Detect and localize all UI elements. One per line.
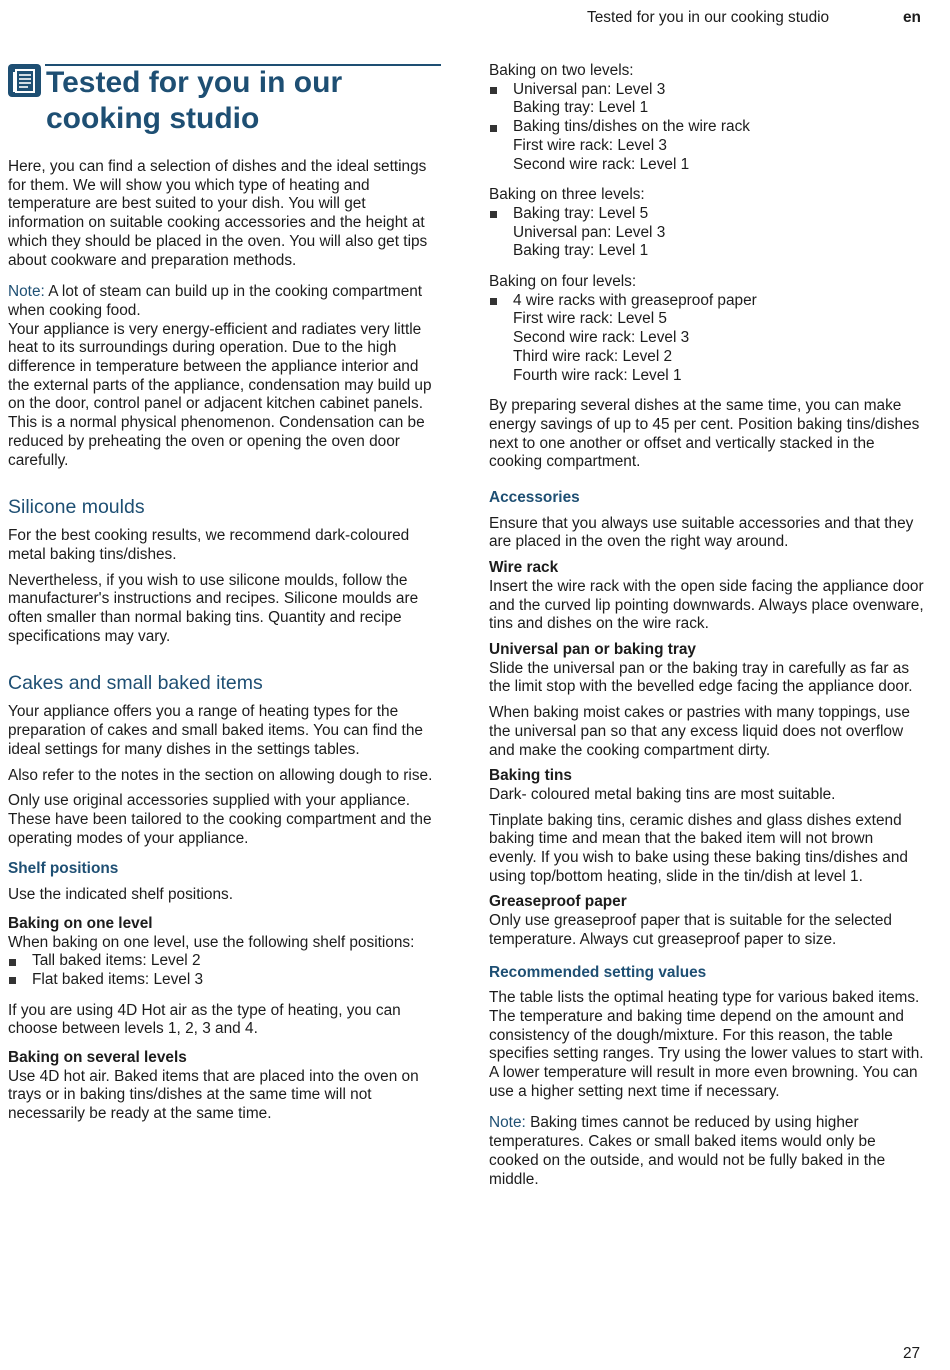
page-title: Tested for you in our cooking studio [46,66,343,135]
list-item: Universal pan: Level 3 [513,223,666,241]
universal-pan-heading: Universal pan or baking tray [489,640,696,658]
two-levels-group [489,62,925,174]
recommended-heading: Recommended setting values [489,963,707,981]
silicone-paragraph-1: For the best cooking results, we recommend dark-coloured metal baking tins/dishes. [8,527,410,563]
one-level-list [8,952,442,989]
list-item: Flat baked items: Level 3 [8,971,442,990]
note-text: A lot of steam can build up in the cooking compartment when cooking food. [8,283,423,319]
hot-air-paragraph: If you are using 4D Hot air as the type of heating, you can choose between levels 1, 2, 3 and 4. [8,1001,401,1038]
several-levels-heading: Baking on several levels [8,1049,187,1067]
universal-pan-paragraph-1: Slide the universal pan or the baking tray in carefully as far as the limit stop with the bevelled edge facing the appliance door. [489,659,913,696]
wire-rack-paragraph: Insert the wire rack with the open side facing the appliance door and the curved lip pointing downwards. Always place ovenware, tins and dishes on the wire rack. [489,577,924,633]
list-item: Fourth wire rack: Level 1 [513,366,682,384]
baking-note-paragraph [489,1114,925,1189]
page-number: 27 [903,1345,921,1362]
list-item: Baking tins/dishes on the wire rack [489,118,925,137]
list-item: Second wire rack: Level 1 [513,155,690,173]
three-levels-list [489,205,925,261]
several-levels-paragraph: Use 4D hot air. Baked items that are placed into the oven on trays or in baking tins/dishes at the same time will not necessarily be ready at the same time. [8,1067,419,1123]
three-levels-label: Baking on three levels: [489,186,645,204]
baking-tins-paragraph-2: Tinplate baking tins, ceramic dishes and glass dishes extend baking time and mean that the baked item will not brown evenly. If you wish to bake using these baking tins/dishes and using top/bottom heating, slide in the tin/dish at level 1. [489,811,908,885]
list-item: Baking tray: Level 1 [513,242,649,260]
greaseproof-heading: Greaseproof paper [489,893,627,911]
baking-tins-heading: Baking tins [489,767,572,785]
note-label: Note: [8,283,45,301]
list-item: First wire rack: Level 5 [513,310,667,328]
cakes-paragraph-3: Only use original accessories supplied with your appliance. These have been tailored to the cooking compartment and the operating modes of your appliance. [8,792,432,847]
cakes-paragraph-1: Your appliance offers you a range of heating types for the preparation of cakes and small baked items. You can find the ideal settings for many dishes in the settings tables. [8,703,423,758]
note-paragraph [8,283,442,320]
shelf-paragraph: Use the indicated shelf positions. [8,886,234,904]
four-levels-list [489,292,925,386]
condensation-paragraph: Your appliance is very energy-efficient and radiates very little heat to its surroundings during operation. Due to the high difference in temperature between the appliance interior and the external parts of the appliance, condensation may build up on the door, control panel or adjacent kitchen cabinet panels. This is a normal physical phenomenon. Condensation can be reduced by preheating the oven or opening the oven door carefully. [8,320,432,469]
greaseproof-paragraph: Only use greaseproof paper that is suitable for the selected temperature. Always cut greaseproof paper to size. [489,912,892,948]
one-level-heading: Baking on one level [8,914,153,932]
list-item: Second wire rack: Level 3 [513,329,690,347]
four-levels-group [489,273,925,385]
cakes-heading: Cakes and small baked items [8,672,263,695]
baking-tins-paragraph-1: Dark- coloured metal baking tins are most suitable. [489,785,836,803]
page-header [0,9,950,29]
note-text: Baking times cannot be reduced by using higher temperatures. Cakes or small baked items would only be cooked on the outside, and would not be fully baked in the middle. [489,1114,886,1188]
one-level-paragraph: When baking on one level, use the following shelf positions: [8,933,415,951]
list-item: First wire rack: Level 3 [513,136,667,154]
header-title: Tested for you in our cooking studio [587,9,830,26]
wire-rack-heading: Wire rack [489,559,559,577]
three-levels-group [489,186,925,261]
right-column [489,62,925,1196]
list-item: Third wire rack: Level 2 [513,347,673,365]
energy-paragraph: By preparing several dishes at the same time, you can make energy savings of up to 45 per cent. Position baking tins/dishes next to one another or offset and vertically stacked in the cooking compartment. [489,397,920,471]
accessories-heading: Accessories [489,489,580,507]
list-item: 4 wire racks with greaseproof paper [489,292,925,311]
silicone-paragraph-2: Nevertheless, if you wish to use silicone moulds, follow the manufacturer's instructions and recipes. Silicone moulds are often smaller than normal baking tins. Quantity and recipe specifications may vary. [8,571,419,645]
accessories-paragraph: Ensure that you always use suitable accessories and that they are placed in the oven the right way around. [489,514,914,551]
list-item: Baking tray: Level 1 [513,99,649,117]
left-column [8,62,442,1131]
title-block [8,62,442,144]
list-item: Baking tray: Level 5 [489,205,925,224]
book-icon [8,64,41,97]
cakes-paragraph-2: Also refer to the notes in the section on allowing dough to rise. [8,766,433,784]
four-levels-label: Baking on four levels: [489,273,637,291]
list-item: Tall baked items: Level 2 [8,952,442,971]
recommended-paragraph: The table lists the optimal heating type for various baked items. The temperature and baking time depend on the amount and consistency of the dough/mixture. For this reason, the table specifies setting ranges. Try using the lower values to start with. A lower temperature will result in more even browning. You can use a higher setting next time if necessary. [489,989,924,1100]
intro-paragraph: Here, you can find a selection of dishes and the ideal settings for them. We will show you which type of heating and temperature are best suited to your dish. You will get information on suitable cooking accessories and the height at which they should be placed in the oven. You will also get tips about cookware and preparation methods. [8,158,428,269]
shelf-heading: Shelf positions [8,860,119,878]
language-code: en [903,9,921,26]
two-levels-list [489,81,925,175]
silicone-heading: Silicone moulds [8,496,145,519]
list-item: Universal pan: Level 3 [489,81,925,100]
note-label: Note: [489,1114,526,1132]
two-levels-label: Baking on two levels: [489,62,634,79]
universal-pan-paragraph-2: When baking moist cakes or pastries with many toppings, use the universal pan so that any excess liquid does not overflow and make the cooking compartment dirty. [489,704,910,759]
